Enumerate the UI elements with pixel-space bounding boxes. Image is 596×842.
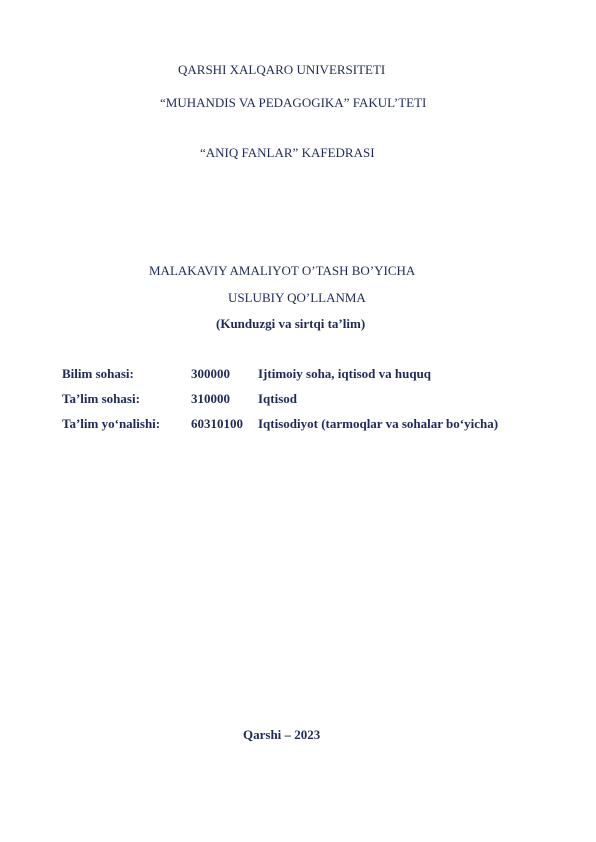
info-name: Iqtisod: [258, 391, 298, 406]
university-name: QARSHI XALQARO UNIVERSITETI: [178, 62, 386, 77]
info-label: Ta’lim yo‘nalishi:: [62, 416, 161, 431]
document-title-line-2: USLUBIY QO’LLANMA: [228, 290, 366, 305]
info-label: Ta’lim sohasi:: [62, 391, 140, 406]
info-label: Bilim sohasi:: [62, 366, 134, 381]
faculty-name: “MUHANDIS VA PEDAGOGIKA” FAKUL’TETI: [160, 95, 427, 110]
document-subtitle: (Kunduzgi va sirtqi ta’lim): [216, 316, 366, 331]
info-code: 60310100: [191, 416, 243, 431]
info-name: Ijtimoiy soha, iqtisod va huquq: [258, 366, 432, 381]
info-code: 310000: [191, 391, 230, 406]
department-name: “ANIQ FANLAR” KAFEDRASI: [200, 145, 375, 160]
place-and-year: Qarshi – 2023: [243, 727, 321, 742]
document-title-line-1: MALAKAVIY AMALIYOT O’TASH BO’YICHA: [149, 263, 416, 278]
info-name: Iqtisodiyot (tarmoqlar va sohalar bo‘yicha): [258, 416, 499, 431]
info-code: 300000: [191, 366, 230, 381]
